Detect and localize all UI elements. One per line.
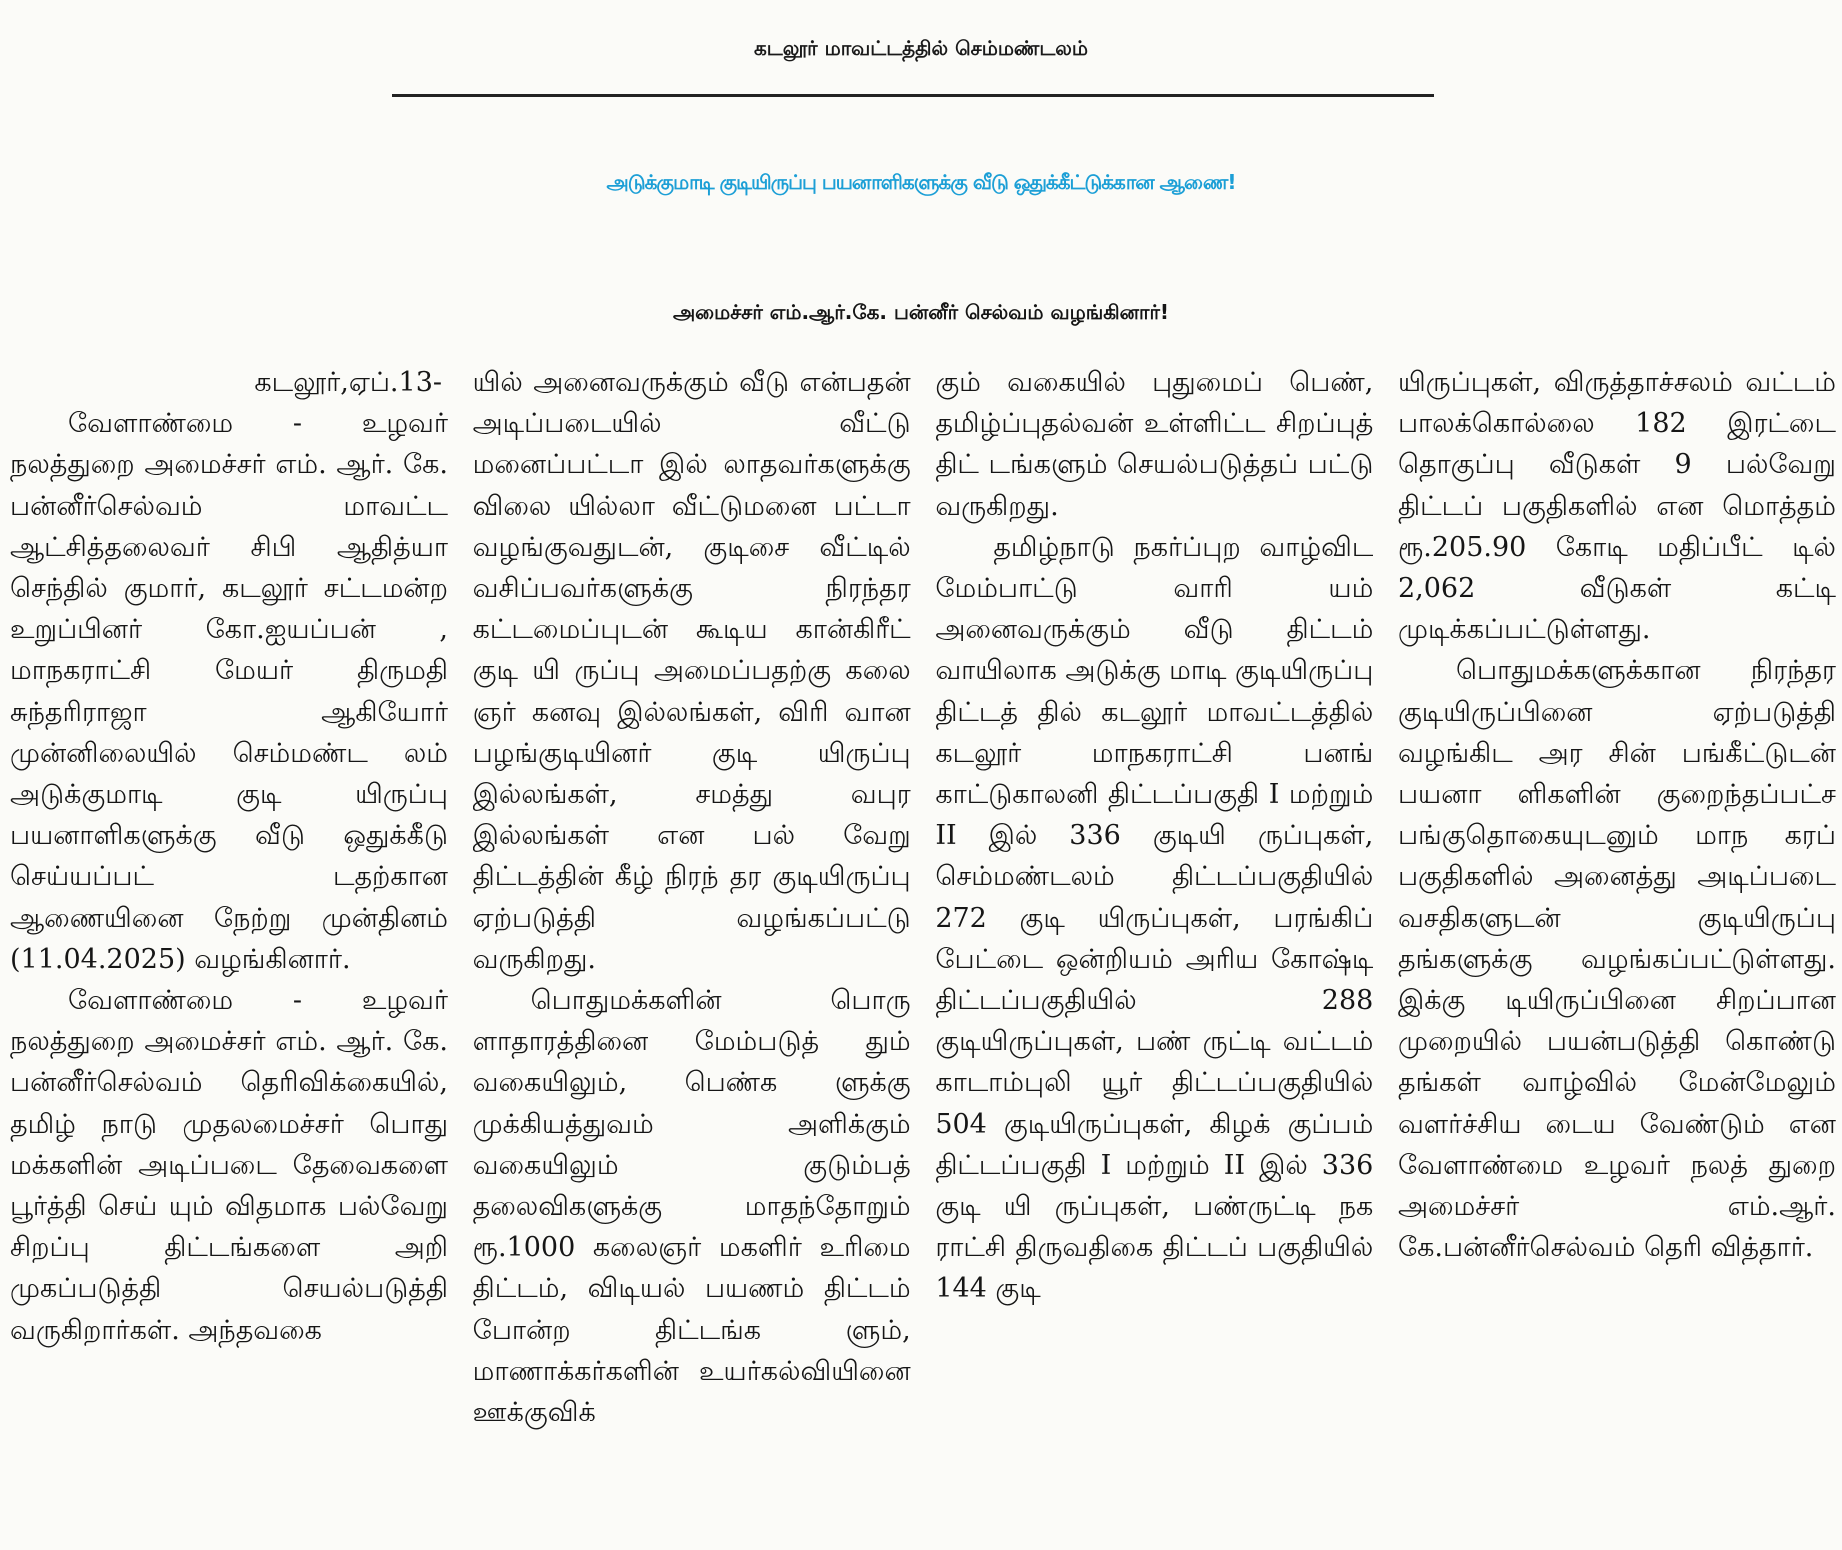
article-body xyxy=(10,362,1836,1542)
column-1 xyxy=(10,362,448,1542)
paragraph: கும் வகையில் புதுமைப் பெண், தமிழ்ப்புதல்வன் உள்ளிட்ட சிறப்புத் திட் டங்களும் செயல்படுத்தப் பட்டு வருகிறது. xyxy=(935,367,1374,522)
column-4 xyxy=(1398,362,1836,1542)
kicker-heading: கடலூர் மாவட்டத்தில் செம்மண்டலம் xyxy=(754,36,1088,60)
dateline: கடலூர்,ஏப்.13- xyxy=(254,367,442,398)
paragraph: வேளாண்மை - உழவர் நலத்துறை அமைச்சர் எம். ஆர். கே. பன்னீர்செல்வம் தெரிவிக்கையில், தமிழ் நாடு முதலமைச்சர் பொது மக்களின் அடிப்படை தேவைகளை பூர்த்தி செய் யும் விதமாக பல்வேறு சிறப்பு திட்டங்களை அறி முகப்படுத்தி செயல்படுத்தி வருகிறார்கள். அந்தவகை xyxy=(10,985,448,1346)
paragraph: பொதுமக்களுக்கான நிரந்தர குடியிருப்பினை ஏற்படுத்தி வழங்கிட அர சின் பங்கீட்டுடன் பயனா ளிகளின் குறைந்தப்பட்ச பங்குதொகையுடனும் மாந கரப் பகுதிகளில் அனைத்து அடிப்படை வசதிகளுடன் குடியிருப்பு தங்களுக்கு வழங்கப்பட்டுள்ளது. இக்கு டியிருப்பினை சிறப்பான முறையில் பயன்படுத்தி கொண்டு தங்கள் வாழ்வில் மேன்மேலும் வளர்ச்சிய டைய வேண்டும் என வேளாண்மை உழவர் நலத் துறை அமைச்சர் எம்.ஆர். கே.பன்னீர்செல்வம் தெரி வித்தார். xyxy=(1397,655,1836,1264)
column-3 xyxy=(935,362,1373,1542)
sub-headline: அமைச்சர் எம்.ஆர்.கே. பன்னீர் செல்வம் வழங்கினார்! xyxy=(672,300,1170,324)
paragraph: தமிழ்நாடு நகர்ப்புற வாழ்விட மேம்பாட்டு வாரி யம் அனைவருக்கும் வீடு திட்டம் வாயிலாக அடுக்கு மாடி குடியிருப்பு திட்டத் தில் கடலூர் மாவட்டத்தில் கடலூர் மாநகராட்சி பனங் காட்டுகாலனி திட்டப்பகுதி I மற்றும் II இல் 336 குடியி ருப்புகள், செம்மண்டலம் திட்டப்பகுதியில் 272 குடி யிருப்புகள், பரங்கிப் பேட்டை ஒன்றியம் அரிய கோஷ்டி திட்டப்பகுதியில் 288 குடியிருப்புகள், பண் ருட்டி வட்டம் காடாம்புலி யூர் திட்டப்பகுதியில் 504 குடியிருப்புகள், கிழக் குப்பம் திட்டப்பகுதி I மற்றும் II இல் 336 குடி யி ருப்புகள், பண்ருட்டி நக ராட்சி திருவதிகை திட்டப் பகுதியில் 144 குடி xyxy=(935,531,1374,1305)
kicker-underline xyxy=(392,94,1434,97)
paragraph: யிருப்புகள், விருத்தாச்சலம் வட்டம் பாலக்கொல்லை 182 இரட்டை தொகுப்பு வீடுகள் 9 பல்வேறு திட்டப் பகுதிகளில் என மொத்தம் ரூ.205.90 கோடி மதிப்பீட் டில் 2,062 வீடுகள் கட்டி முடிக்கப்பட்டுள்ளது. xyxy=(1397,367,1836,646)
paragraph: யில் அனைவருக்கும் வீடு என்பதன் அடிப்படையில் வீட்டு மனைப்பட்டா இல் லாதவர்களுக்கு விலை யில்லா வீட்டுமனை பட்டா வழங்குவதுடன், குடிசை வீட்டில் வசிப்பவர்களுக்கு நிரந்தர கட்டமைப்புடன் கூடிய கான்கிரீட் குடி யி ருப்பு அமைப்பதற்கு கலை ஞர் கனவு இல்லங்கள், விரி வான பழங்குடியினர் குடி யிருப்பு இல்லங்கள், சமத்து வபுர இல்லங்கள் என பல் வேறு திட்டத்தின் கீழ் நிரந் தர குடியிருப்பு ஏற்படுத்தி வழங்கப்பட்டு வருகிறது. xyxy=(472,367,911,975)
paragraph: வேளாண்மை - உழவர் நலத்துறை அமைச்சர் எம். ஆர். கே. பன்னீர்செல்வம் மாவட்ட ஆட்சித்தலைவர் சிபி ஆதித்யா செந்தில் குமார், கடலூர் சட்டமன்ற உறுப்பினர் கோ.ஐயப்பன் , மாநகராட்சி மேயர் திருமதி சுந்தரிராஜா ஆகியோர் முன்னிலையில் செம்மண்ட லம் அடுக்குமாடி குடி யிருப்பு பயனாளிகளுக்கு வீடு ஒதுக்கீடு செய்யப்பட் டதற்கான ஆணையினை நேற்று முன்தினம் (11.04.2025) வழங்கினார். xyxy=(10,408,448,975)
column-2 xyxy=(473,362,911,1542)
main-headline: அடுக்குமாடி குடியிருப்பு பயனாளிகளுக்கு வீடு ஒதுக்கீட்டுக்கான ஆணை! xyxy=(606,170,1236,194)
paragraph: பொதுமக்களின் பொரு ளாதாரத்தினை மேம்படுத் தும் வகையிலும், பெண்க ளுக்கு முக்கியத்துவம் அளிக்கும் வகையிலும் குடும்பத் தலைவிகளுக்கு மாதந்தோறும் ரூ.1000 கலைஞர் மகளிர் உரிமை திட்டம், விடியல் பயணம் திட்டம் போன்ற திட்டங்க ளும், மாணாக்கர்களின் உயர்கல்வியினை ஊக்குவிக் xyxy=(472,985,911,1429)
